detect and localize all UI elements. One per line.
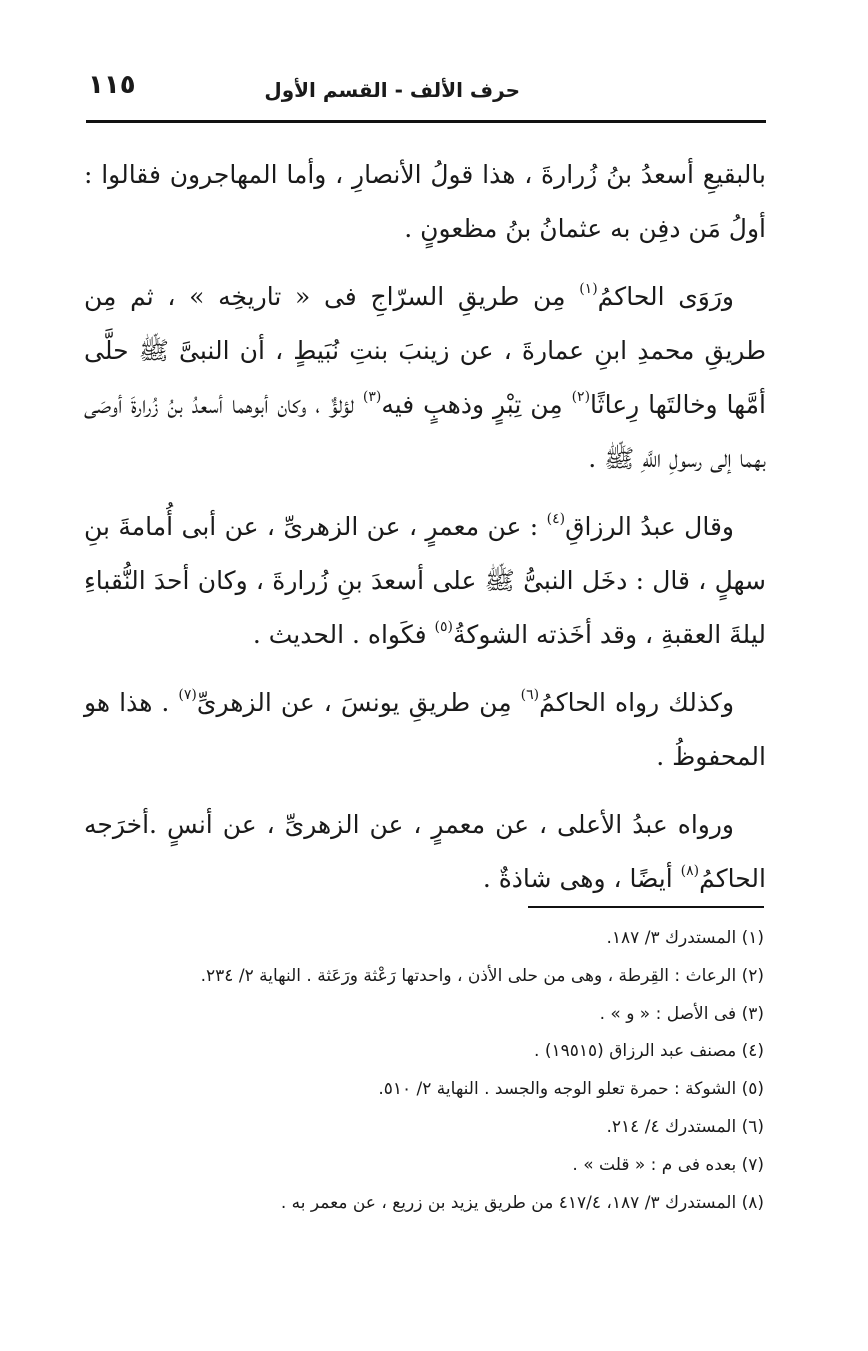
- paragraph-text: وقال عبدُ الرزاقِ: [565, 512, 734, 541]
- paragraph-text: لؤلؤٌ ، وكان أبوهما أسعدُ بنُ زُرارةَ أوصَى بهما إلى رسولِ اللَّهِ ﷺ .: [84, 390, 766, 473]
- footnote-rule: [528, 906, 764, 908]
- main-text: [84, 148, 766, 920]
- footnote-ref: (٣): [362, 389, 382, 405]
- footnote-4: (٤) مصنف عبد الرزاق (١٩٥١٥) .: [534, 1041, 764, 1062]
- footnotes: [124, 920, 764, 1222]
- footnote-ref: (٢): [571, 389, 591, 405]
- paragraph-text: ورواه عبدُ الأعلى ، عن معمرٍ ، عن الزهرىِّ ، عن أنسٍ .أخرَجه الحاكمُ: [84, 810, 766, 893]
- footnote-1: (١) المستدرك ٣/ ١٨٧.: [606, 928, 764, 948]
- paragraph-text: مِن تِبْرٍ وذهبٍ فيه: [381, 390, 563, 419]
- footnote-ref: (٧): [178, 687, 197, 703]
- paragraph-3: [84, 500, 766, 662]
- footnote-ref: (٥): [434, 619, 454, 635]
- paragraph-text: مِن طريقِ يونسَ ، عن الزهرىِّ: [196, 688, 512, 717]
- paragraph-text: وكذلك رواه الحاكمُ: [539, 688, 735, 717]
- footnote-ref: (٨): [680, 863, 700, 879]
- footnote-7: (٧) بعده فى م : « قلت » .: [572, 1154, 764, 1175]
- running-head: حرف الألف - القسم الأول: [264, 78, 520, 102]
- footnote-2: (٢) الرعاث : القِرطة ، وهى من حلى الأذن ، واحدتها رَعْثة ورَعَثة . النهاية ٢/ ٢٣٤.: [200, 965, 764, 986]
- paragraph-text: . هذا هو المحفوظُ .: [84, 688, 766, 771]
- footnote-ref: (٦): [520, 687, 540, 703]
- paragraph-text: بالبقيعِ أسعدُ بنُ زُرارةَ ، هذا قولُ الأنصارِ ، وأما المهاجرون فقالوا : أولُ مَن دفِن به عثمانُ بنُ مظعونٍ .: [84, 160, 766, 243]
- page-number: ١١٥: [88, 70, 136, 100]
- footnote-ref: (١): [579, 281, 598, 297]
- paragraph-text: أيضًا ، وهى شاذةٌ .: [482, 864, 673, 893]
- paragraph-text: ورَوَى الحاكمُ: [597, 282, 734, 311]
- header-rule: [86, 120, 766, 123]
- paragraph-text: : عن معمرٍ ، عن الزهرىِّ ، عن أبى أُمامةَ بنِ سهلٍ ، قال : دخَل النبىُّ ﷺ على أسعدَ بنِ زُرارةَ ، وكان أحدَ النُّقباءِ ليلةَ العقبةِ ، وقد أخَذته الشوكةُ: [84, 512, 766, 649]
- footnote-6: (٦) المستدرك ٤/ ٢١٤.: [606, 1116, 764, 1137]
- paragraph-text: مِن طريقِ السرّاجِ فى « تاريخِه » ، ثم مِن طريقِ محمدِ ابنِ عمارةَ ، عن زينبَ بنتِ نُبَيطٍ ، أن النبىَّ ﷺ حلَّى أمَّها وخالتَها رِعاثًا: [84, 282, 767, 419]
- footnote-ref: (٤): [546, 511, 566, 527]
- footnote-8: (٨) المستدرك ٣/ ١٨٧، ٤١٧/٤ من طريق يزيد بن زريع ، عن معمر به .: [280, 1192, 764, 1213]
- paragraph-text: فكَواه . الحديث .: [252, 620, 427, 649]
- paragraph-4: [84, 676, 766, 784]
- paragraph-2: [84, 270, 766, 486]
- paragraph-5: [84, 798, 766, 906]
- footnote-3: (٣) فى الأصل : « و » .: [599, 1003, 764, 1024]
- paragraph-1: [84, 148, 766, 256]
- footnote-5: (٥) الشوكة : حمرة تعلو الوجه والجسد . النهاية ٢/ ٥١٠.: [378, 1079, 764, 1100]
